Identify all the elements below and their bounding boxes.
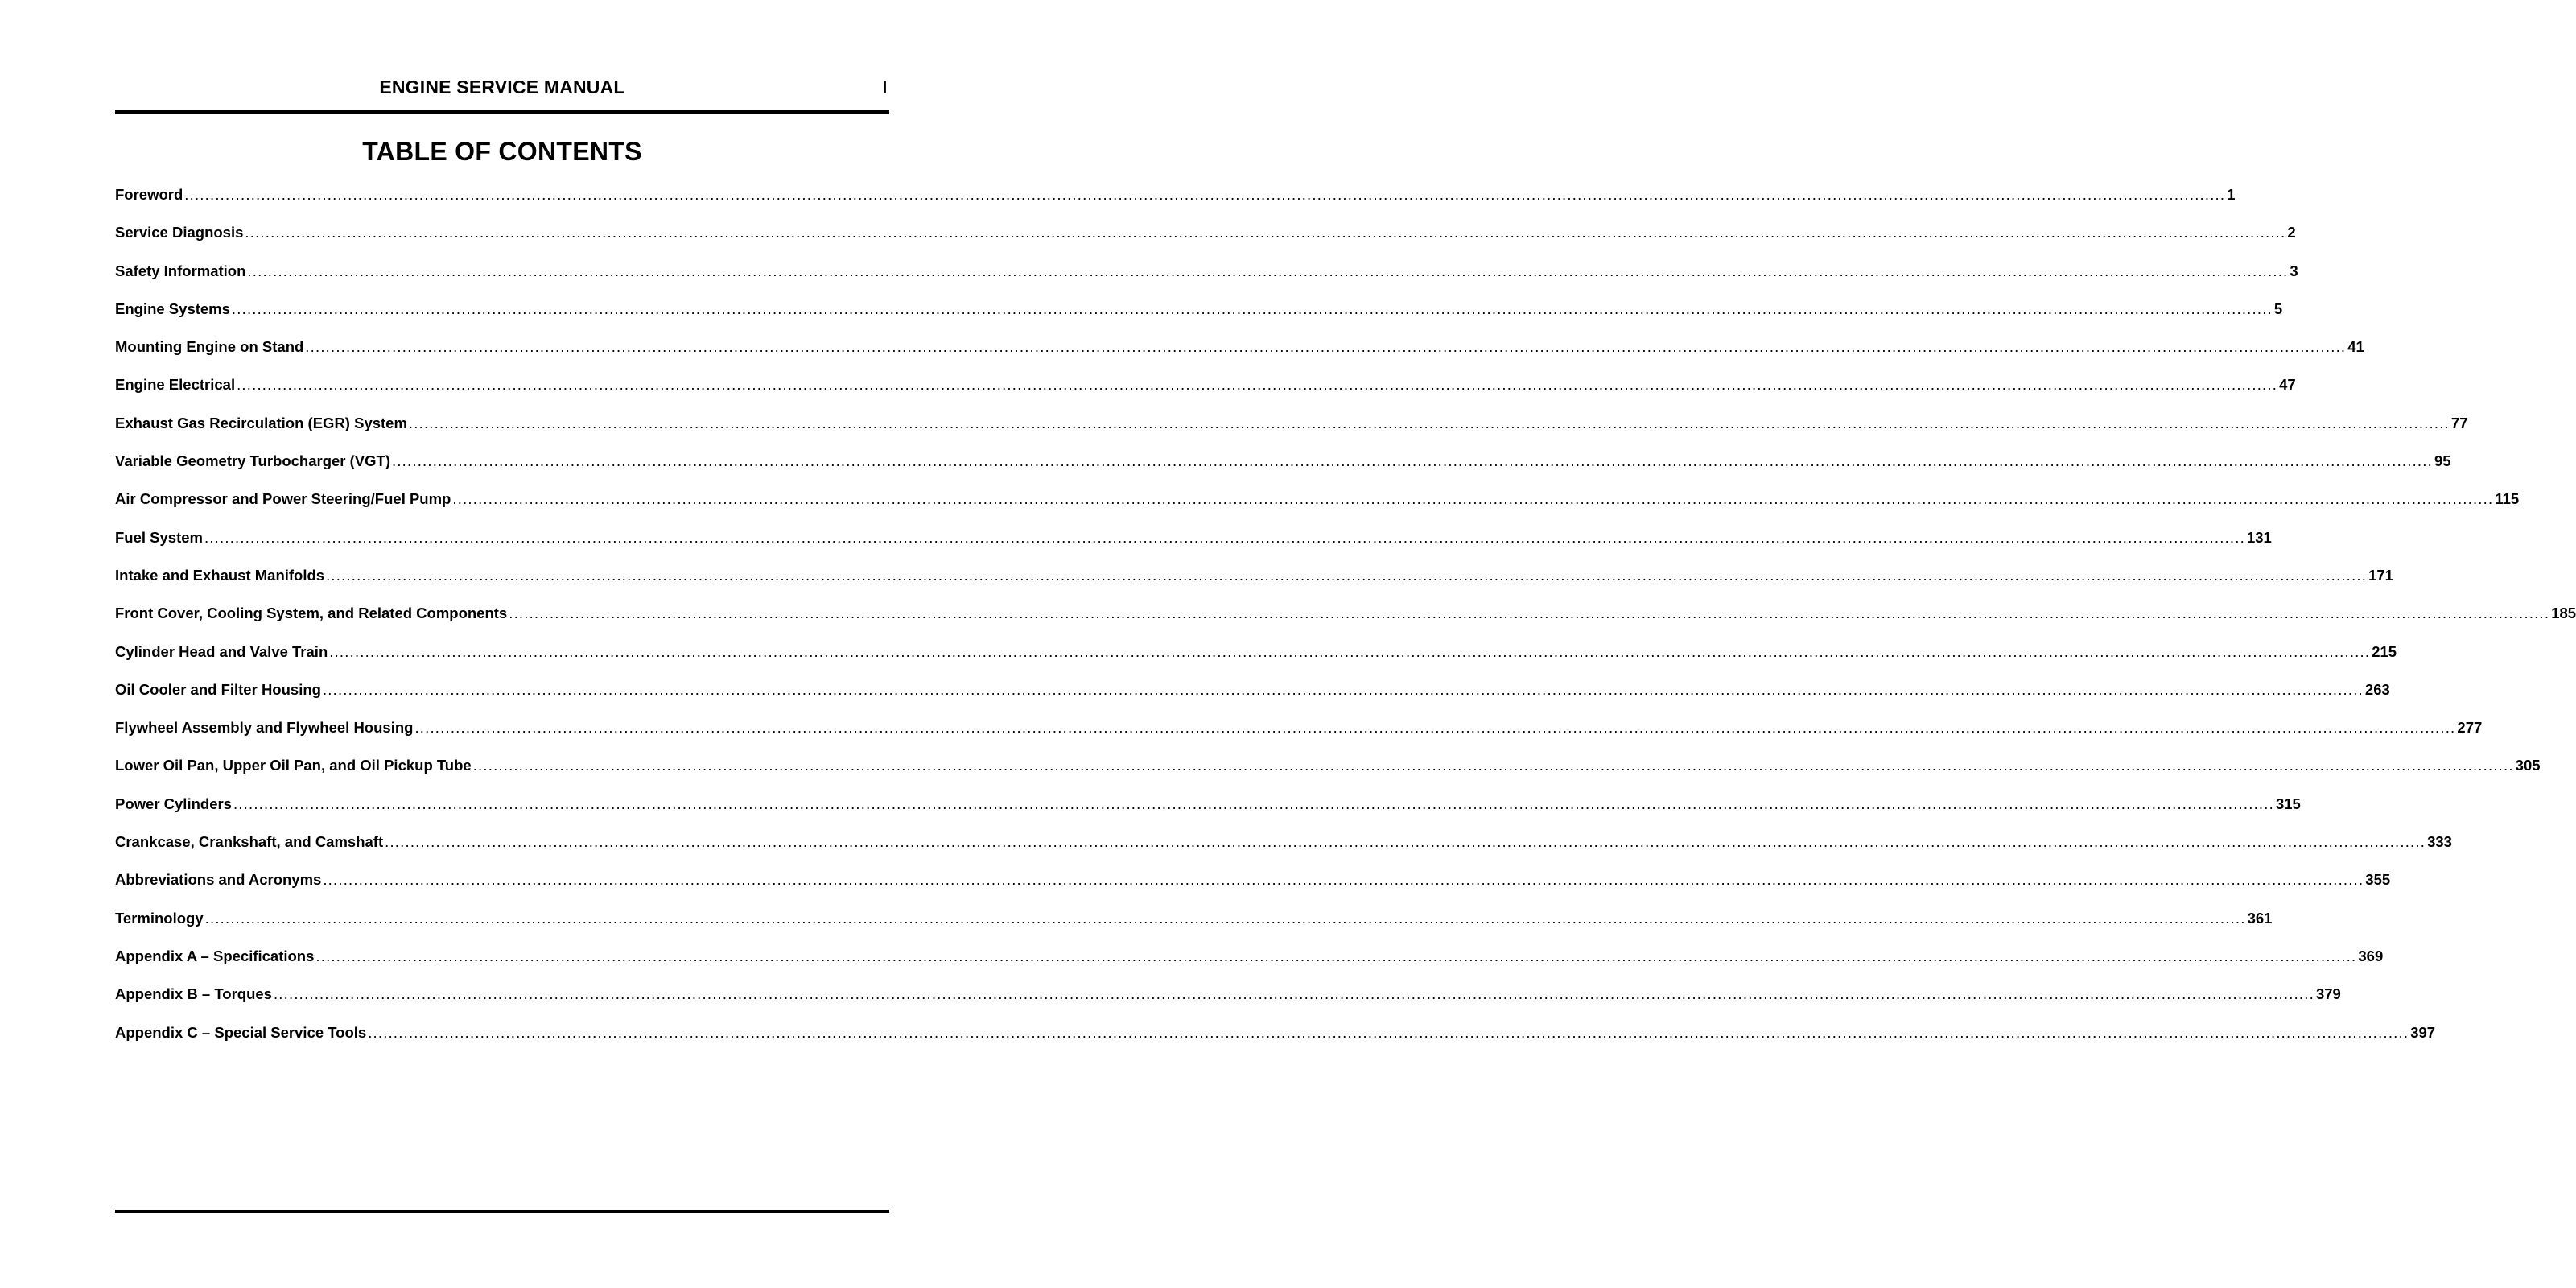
toc-entry[interactable] xyxy=(115,870,2391,908)
footer-rule xyxy=(115,1210,889,1213)
dot-leader: ................................................................................................................................................................................................................................................................................................................................................................................................................ xyxy=(385,833,2426,851)
dot-leader: ................................................................................................................................................................................................................................................................................................................................................................................................................ xyxy=(326,566,2368,584)
toc-entry[interactable] xyxy=(115,489,2520,527)
toc-entry-label: Safety Information xyxy=(115,262,246,279)
toc-entry-label: Fuel System xyxy=(115,528,203,546)
toc-entry-page: 5 xyxy=(2273,299,2283,317)
toc-entry[interactable] xyxy=(115,262,2298,299)
toc-entry-page: 215 xyxy=(2372,642,2397,660)
toc-entry-label: Oil Cooler and Filter Housing xyxy=(115,680,321,698)
toc-entry[interactable] xyxy=(115,756,2541,794)
toc-entry[interactable] xyxy=(115,528,2272,566)
running-title: ENGINE SERVICE MANUAL xyxy=(379,76,625,97)
toc-entry-label: Crankcase, Crankshaft, and Camshaft xyxy=(115,833,384,851)
toc-entry[interactable] xyxy=(115,832,2452,870)
toc-entry-label: Engine Electrical xyxy=(115,376,236,394)
toc-entry-page: 355 xyxy=(2365,871,2391,889)
dot-leader: ................................................................................................................................................................................................................................................................................................................................................................................................................ xyxy=(408,414,2450,431)
dot-leader: ................................................................................................................................................................................................................................................................................................................................................................................................................ xyxy=(315,947,2357,964)
dot-leader: ................................................................................................................................................................................................................................................................................................................................................................................................................ xyxy=(414,719,2456,737)
dot-leader: ................................................................................................................................................................................................................................................................................................................................................................................................................ xyxy=(184,186,2226,203)
toc-entry-label: Lower Oil Pan, Upper Oil Pan, and Oil Pickup Tube xyxy=(115,757,472,774)
toc-entry-page: 115 xyxy=(2495,490,2520,508)
header-rule xyxy=(115,110,889,114)
dot-leader: ................................................................................................................................................................................................................................................................................................................................................................................................................ xyxy=(392,452,2433,470)
toc-entry-page: 185 xyxy=(2551,605,2576,622)
toc-entry-label: Flywheel Assembly and Flywheel Housing xyxy=(115,719,414,737)
toc-entry[interactable] xyxy=(115,223,2296,261)
toc-entry-page: 1 xyxy=(2227,186,2236,203)
toc-entry-page: 77 xyxy=(2450,414,2468,431)
toc-title: TABLE OF CONTENTS xyxy=(362,137,642,166)
dot-leader: ................................................................................................................................................................................................................................................................................................................................................................................................................ xyxy=(204,528,2245,546)
toc-entry[interactable] xyxy=(115,947,2384,985)
toc-entry[interactable] xyxy=(115,604,2576,642)
toc-entry-page: 277 xyxy=(2457,719,2483,737)
toc-entry[interactable] xyxy=(115,299,2283,337)
dot-leader: ................................................................................................................................................................................................................................................................................................................................................................................................................ xyxy=(247,262,2289,279)
dot-leader: ................................................................................................................................................................................................................................................................................................................................................................................................................ xyxy=(237,376,2278,394)
toc-entry-page: 379 xyxy=(2315,985,2341,1003)
toc-entry[interactable] xyxy=(115,337,2364,375)
toc-entry[interactable] xyxy=(115,452,2451,489)
toc-entry[interactable] xyxy=(115,642,2397,680)
toc-entry-label: Appendix B – Torques xyxy=(115,985,272,1003)
dot-leader: ................................................................................................................................................................................................................................................................................................................................................................................................................ xyxy=(231,299,2273,317)
dot-leader: ................................................................................................................................................................................................................................................................................................................................................................................................................ xyxy=(204,909,2246,927)
dot-leader: ................................................................................................................................................................................................................................................................................................................................................................................................................ xyxy=(329,642,2371,660)
toc-entry-label: Variable Geometry Turbocharger (VGT) xyxy=(115,452,390,470)
toc-entry[interactable] xyxy=(115,185,2236,223)
toc-entry-label: Terminology xyxy=(115,909,204,927)
toc-entry-label: Exhaust Gas Recirculation (EGR) System xyxy=(115,414,407,431)
toc-entry-page: 95 xyxy=(2434,452,2451,470)
toc-entry-label: Engine Systems xyxy=(115,299,230,317)
toc-entry-label: Cylinder Head and Valve Train xyxy=(115,642,328,660)
dot-leader: ................................................................................................................................................................................................................................................................................................................................................................................................................ xyxy=(233,795,2274,812)
toc-entry-label: Air Compressor and Power Steering/Fuel Pump xyxy=(115,490,451,508)
toc-entry-label: Intake and Exhaust Manifolds xyxy=(115,566,325,584)
toc-entry-label: Foreword xyxy=(115,186,183,203)
toc-entry-page: 171 xyxy=(2368,566,2393,584)
toc-entry-page: 333 xyxy=(2427,833,2452,851)
toc-entry-page: 2 xyxy=(2287,224,2296,242)
page-number: I xyxy=(882,76,888,97)
toc-entry-page: 369 xyxy=(2358,947,2384,964)
toc-entry-page: 315 xyxy=(2275,795,2301,812)
toc-entry-label: Appendix C – Special Service Tools xyxy=(115,1023,367,1041)
toc-entry-label: Mounting Engine on Stand xyxy=(115,338,304,356)
toc-entry-label: Front Cover, Cooling System, and Related Components xyxy=(115,605,508,622)
toc-entry-label: Abbreviations and Acronyms xyxy=(115,871,322,889)
toc-entry-page: 47 xyxy=(2279,376,2296,394)
running-header xyxy=(115,76,889,102)
toc-entry[interactable] xyxy=(115,680,2390,718)
toc-entry[interactable] xyxy=(115,375,2296,413)
toc-entry-page: 263 xyxy=(2364,680,2390,698)
toc-entry-label: Power Cylinders xyxy=(115,795,232,812)
dot-leader: ................................................................................................................................................................................................................................................................................................................................................................................................................ xyxy=(273,985,2314,1003)
dot-leader: ................................................................................................................................................................................................................................................................................................................................................................................................................ xyxy=(452,490,2494,508)
toc-entry-label: Service Diagnosis xyxy=(115,224,244,242)
toc-entry[interactable] xyxy=(115,985,2341,1022)
dot-leader: ................................................................................................................................................................................................................................................................................................................................................................................................................ xyxy=(305,338,2347,356)
toc-entry[interactable] xyxy=(115,718,2483,756)
toc-entry-page: 3 xyxy=(2290,262,2298,279)
toc-entry[interactable] xyxy=(115,795,2301,832)
toc-entry[interactable] xyxy=(115,414,2468,452)
dot-leader: ................................................................................................................................................................................................................................................................................................................................................................................................................ xyxy=(472,757,2514,774)
toc-entry-page: 397 xyxy=(2410,1023,2436,1041)
toc-entry-page: 305 xyxy=(2515,757,2541,774)
toc-entry-page: 361 xyxy=(2247,909,2273,927)
dot-leader: ................................................................................................................................................................................................................................................................................................................................................................................................................ xyxy=(509,605,2550,622)
dot-leader: ................................................................................................................................................................................................................................................................................................................................................................................................................ xyxy=(368,1023,2409,1041)
toc-list xyxy=(115,185,2576,1061)
dot-leader: ................................................................................................................................................................................................................................................................................................................................................................................................................ xyxy=(245,224,2286,242)
toc-entry-page: 41 xyxy=(2347,338,2364,356)
toc-entry[interactable] xyxy=(115,1023,2436,1061)
dot-leader: ................................................................................................................................................................................................................................................................................................................................................................................................................ xyxy=(322,680,2364,698)
toc-entry[interactable] xyxy=(115,566,2393,604)
toc-entry-label: Appendix A – Specifications xyxy=(115,947,315,964)
dot-leader: ................................................................................................................................................................................................................................................................................................................................................................................................................ xyxy=(323,871,2364,889)
toc-entry-page: 131 xyxy=(2246,528,2272,546)
toc-entry[interactable] xyxy=(115,909,2273,947)
